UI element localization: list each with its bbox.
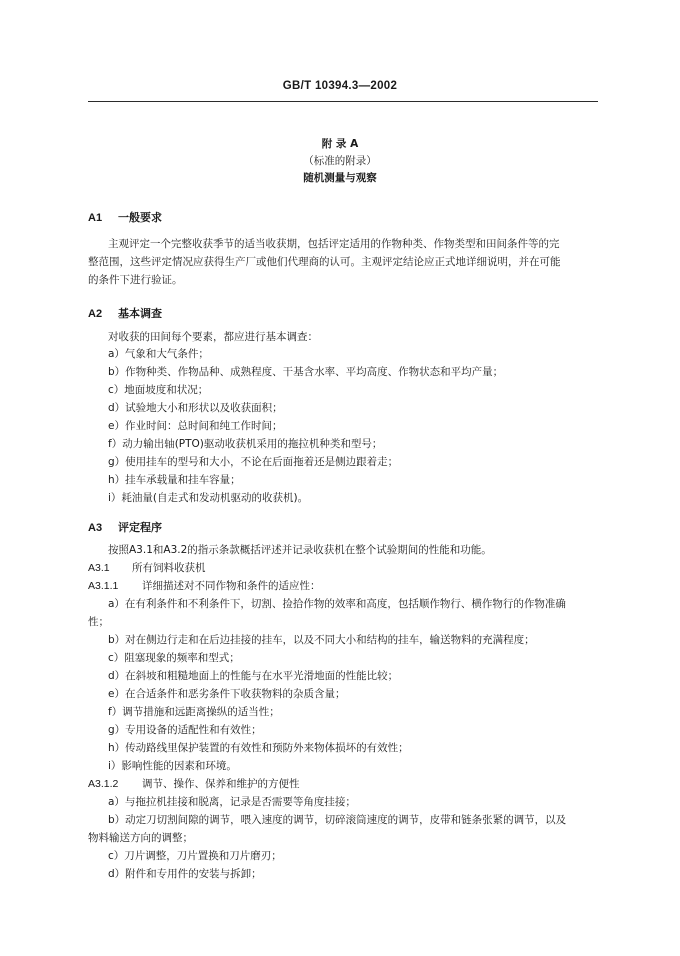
a2-item: i）耗油量(自走式和发动机驱动的收获机)。: [108, 492, 309, 504]
a2-item: c）地面坡度和状况；: [108, 384, 209, 396]
subsection-number: A3.1.1: [88, 580, 119, 592]
page-header: GB/T 10394.3—2002: [282, 80, 398, 92]
a31-heading: [88, 561, 206, 575]
a312-item: d）附件和专用件的安装与拆卸；: [108, 868, 262, 880]
a1-paragraph-line: 整范围，这些评定情况应获得生产厂或他们代理商的认可。主观评定结论应正式地详细说明，并在可能: [88, 256, 561, 268]
subsection-number: A3.1.2: [88, 778, 119, 790]
a2-intro: 对收获的田间每个要素，都应进行基本调查：: [108, 331, 318, 343]
appendix-name: 随机测量与观察: [303, 172, 377, 184]
subsection-number: A3.1: [88, 562, 110, 574]
a312-item-continued: 物料输送方向的调整；: [88, 832, 193, 844]
section-number: A2: [88, 308, 103, 320]
section-title: 基本调查: [118, 307, 162, 320]
a311-item: i）影响性能的因素和环境。: [108, 760, 237, 772]
a311-item: f）调节措施和远距离操纵的适当性；: [108, 706, 280, 718]
subsection-title: 调节、操作、保养和维护的方便性: [142, 778, 300, 790]
section-title: 评定程序: [118, 521, 162, 534]
a3-intro: 按照A3.1和A3.2的指示条款概括评述并记录收获机在整个试验期间的性能和功能。: [108, 544, 492, 556]
a2-item: f）动力输出轴(PTO)驱动收获机采用的拖拉机种类和型号；: [108, 438, 383, 450]
section-title: 一般要求: [118, 211, 162, 224]
a2-item: b）作物种类、作物品种、成熟程度、干基含水率、平均高度、作物状态和平均产量；: [108, 366, 504, 378]
section-a1-heading: [88, 209, 162, 225]
a2-item: a）气象和大气条件；: [108, 348, 209, 360]
header-rule: [88, 101, 598, 102]
a2-item: h）挂车承载量和挂车容量；: [108, 474, 241, 486]
section-number: A1: [88, 212, 103, 224]
a312-item: b）动定刀切割间隙的调节，喂入速度的调节，切碎滚筒速度的调节，皮带和链条张紧的调节，以及: [108, 814, 567, 826]
a312-item: a）与拖拉机挂接和脱离，记录是否需要等角度挂接；: [108, 796, 356, 808]
subsection-title: 详细描述对不同作物和条件的适应性：: [142, 580, 321, 592]
a1-paragraph-line: 的条件下进行验证。: [88, 274, 183, 286]
appendix-subtitle: （标准的附录）: [303, 155, 377, 167]
a311-item: a）在有利条件和不利条件下，切割、捡拾作物的效率和高度，包括顺作物行、横作物行的作物准确: [108, 598, 566, 610]
a311-item: b）对在侧边行走和在后边挂接的挂车，以及不同大小和结构的挂车，输送物料的充满程度；: [108, 634, 535, 646]
section-a2-heading: [88, 305, 162, 321]
a311-item: g）专用设备的适配性和有效性；: [108, 724, 262, 736]
subsection-title: 所有饲料收获机: [132, 562, 206, 574]
a2-item: d）试验地大小和形状以及收获面积；: [108, 402, 283, 414]
a311-item-continued: 性；: [88, 616, 109, 628]
a311-item: e）在合适条件和恶劣条件下收获物料的杂质含量；: [108, 688, 346, 700]
a312-heading: [88, 777, 300, 791]
a311-item: h）传动路线里保护装置的有效性和预防外来物体损坏的有效性；: [108, 742, 409, 754]
appendix-title: 附 录 A: [321, 138, 359, 150]
section-number: A3: [88, 522, 103, 534]
a311-item: d）在斜坡和粗糙地面上的性能与在水平光滑地面的性能比较；: [108, 670, 399, 682]
a2-item: e）作业时间：总时间和纯工作时间；: [108, 420, 283, 432]
a311-heading: [88, 579, 321, 593]
a311-item: c）阻塞现象的频率和型式；: [108, 652, 240, 664]
section-a3-heading: [88, 519, 162, 535]
a2-item: g）使用挂车的型号和大小，不论在后面拖着还是侧边跟着走；: [108, 456, 399, 468]
a1-paragraph-line: 主观评定一个完整收获季节的适当收获期，包括评定适用的作物种类、作物类型和田间条件等的完: [108, 238, 560, 250]
a312-item: c）刀片调整，刀片置换和刀片磨刃；: [108, 850, 282, 862]
